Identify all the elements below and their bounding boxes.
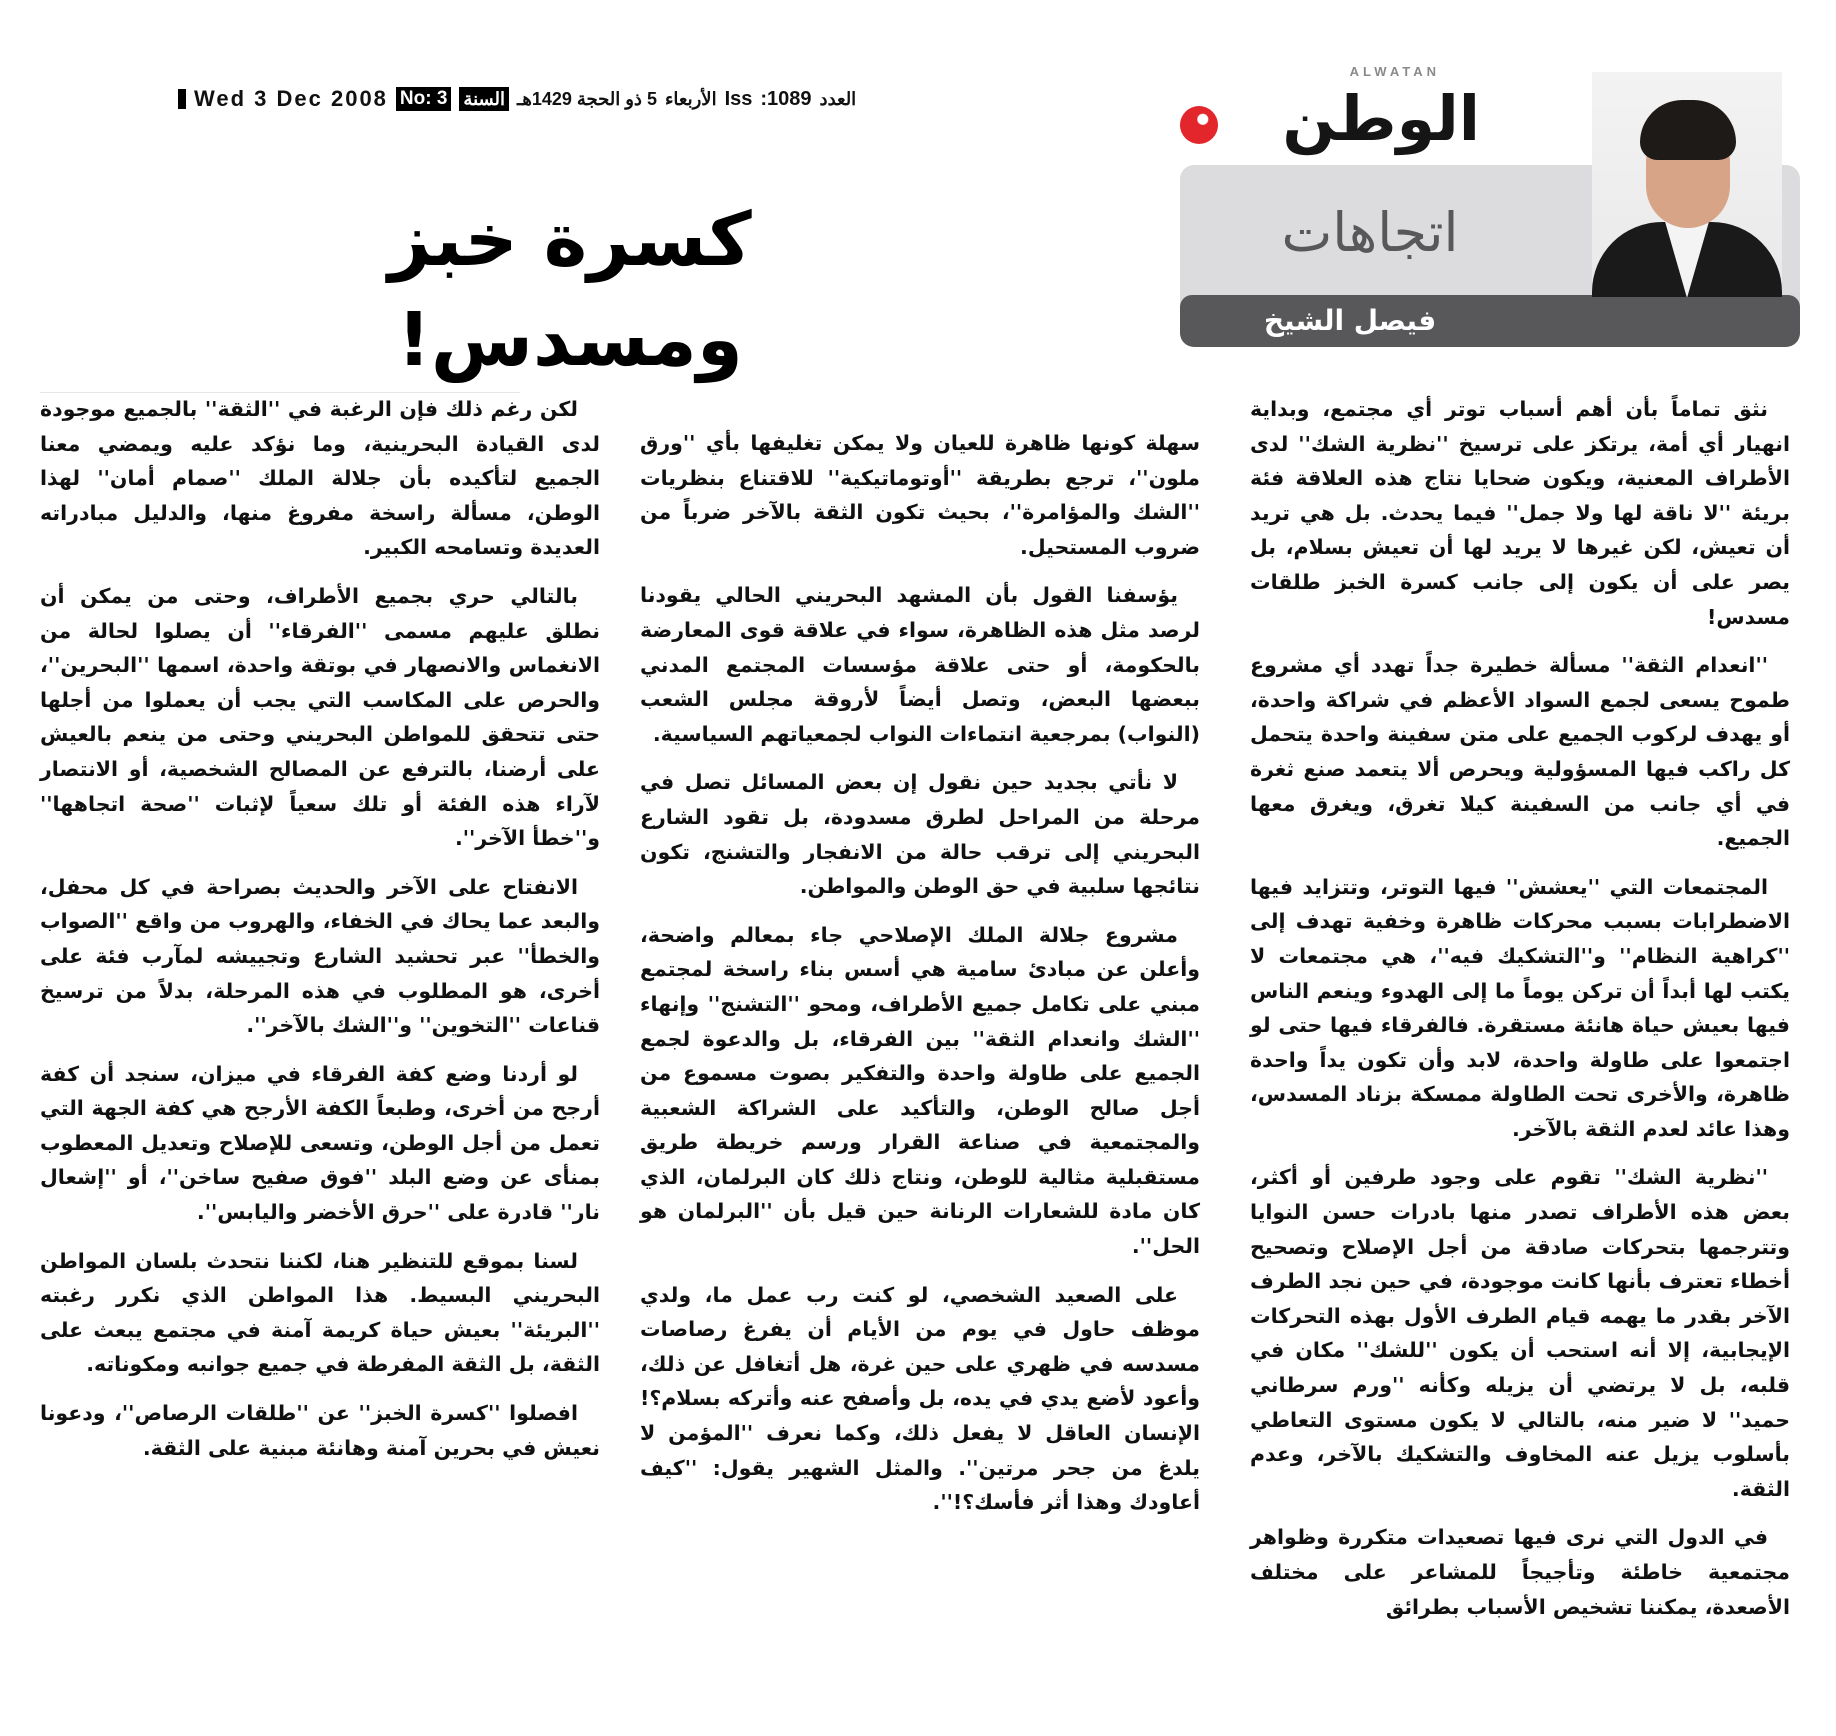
- year-label: السنة: [459, 87, 509, 111]
- paragraph: لكن رغم ذلك فإن الرغبة في ''الثقة'' بالجميع موجودة لدى القيادة البحرينية، وما نؤكد عليه ويمضي معنا الجميع لتأكيده بأن جلالة الملك ''صمام أمان'' لهذا الوطن، مسألة راسخة مفروغ منها، والدليل مبادراته العديدة وتسامحه الكبير.: [40, 397, 600, 560]
- logo-latin: ALWATAN: [1349, 64, 1440, 79]
- paragraph: المجتمعات التي ''يعشش'' فيها التوتر، وتتزايد فيها الاضطرابات بسبب محركات ظاهرة وخفية تهدف إلى ''كراهية النظام'' و''التشكيك فيه''، هي مجتمعات لا يكتب لها أبداً أن تركن يوماً ما إلى الهدوء وينعم الناس فيها بعيش حياة هانئة مستقرة. فالفرقاء فيها حتى لو اجتمعوا على طاولة واحدة، لابد وأن تكون يداً واحدة ظاهرة، والأخرى تحت الطاولة ممسكة بزناد المسدس، وهذا عائد لعدم الثقة بالآخر.: [1250, 874, 1790, 1141]
- paragraph: افصلوا ''كسرة الخبز'' عن ''طلقات الرصاص''، ودعونا نعيش في بحرين آمنة وهانئة مبنية على الثقة.: [40, 1401, 600, 1460]
- photo-hair: [1640, 100, 1736, 160]
- logo-red-circle-icon: [1180, 106, 1218, 144]
- paragraph: لسنا بموقع للتنظير هنا، لكننا نتحدث بلسان المواطن البحريني البسيط. هذا المواطن الذي نكرر رغبته ''البريئة'' بعيش حياة كريمة آمنة في مجتمع يبعث على الثقة، بل الثقة المفرطة في جميع جوانبه ومكوناته.: [40, 1248, 600, 1377]
- gregorian-date: Wed 3 Dec 2008: [194, 86, 388, 111]
- author-photo: [1592, 72, 1782, 297]
- author-bar: [1180, 295, 1800, 347]
- paragraph: لو أردنا وضع كفة الفرقاء في ميزان، سنجد أن كفة أرجح من أخرى، وطبعاً الكفة الأرجح هي كفة الجهة التي تعمل من أجل الوطن، وتسعى للإصلاح وتعديل المعطوب بمنأى عن وضع البلد ''فوق صفيح ساخن''، أو ''إشعال نار'' قادرة على ''حرق الأخضر واليابس''.: [40, 1061, 600, 1225]
- issue-label: العدد: [819, 88, 857, 109]
- paragraph: ''انعدام الثقة'' مسألة خطيرة جداً تهدد أي مشروع طموح يسعى لجمع السواد الأعظم في شراكة واحدة، أو يهدف لركوب الجميع على متن سفينة واحدة يتحمل كل راكب فيها المسؤولية ويحرص ألا يتعمد صنع ثغرة في أي جانب من السفينة كيلا تغرق، ويغرق معها الجميع.: [1250, 653, 1790, 851]
- issue-number: :1089: [760, 87, 812, 110]
- issue-label-en: Iss: [724, 87, 753, 110]
- paragraph: على الصعيد الشخصي، لو كنت رب عمل ما، ولدي موظف حاول في يوم من الأيام أن يفرغ رصاصات مسدسه في ظهري على حين غرة، هل أتغافل عن ذلك، وأعود لأضع يدي في يده، بل وأصفح عنه وأتركه بسلام؟! الإنسان العاقل لا يفعل ذلك، وكما نعرف ''المؤمن لا يلدغ من جحر مرتين''. والمثل الشهير يقول: ''كيف أعاودك وهذا أثر فأسك؟!''.: [640, 1282, 1200, 1515]
- paragraph: نثق تماماً بأن أهم أسباب توتر أي مجتمع، وبداية انهيار أي أمة، يرتكز على ترسيخ ''نظرية الشك'' لدى الأطراف المعنية، ويكون ضحايا نتاج هذه العلاقة فئة بريئة ''لا ناقة لها ولا جمل'' فيما يحدث. بل هي تريد أن تعيش، لكن غيرها لا يريد لها أن تعيش بسلام، بل يصر على أن يكون إلى جانب كسرة الخبز طلقات مسدس!: [1250, 397, 1790, 629]
- paragraph: بالتالي حري بجميع الأطراف، وحتى من يمكن أن نطلق عليهم مسمى ''الفرقاء'' أن يصلوا لحالة من الانغماس والانصهار في بوتقة واحدة، اسمها ''البحرين''، والحرص على المكاسب التي يجب أن يعملوا من أجلها حتى تتحقق للمواطن البحريني وحتى من ينعم بالعيش على أرضنا، بالترفع عن المصالح الشخصية، أو الانتصار لآراء هذه الفئة أو تلك سعياً لإثبات ''صحة اتجاهها'' و''خطأ الآخر''.: [40, 583, 600, 851]
- paragraph: سهلة كونها ظاهرة للعيان ولا يمكن تغليفها بأي ''ورق ملون''، ترجع بطريقة ''أوتوماتيكية'' للاقتناع بنظريات ''الشك والمؤامرة''، بحيث تكون الثقة بالآخر ضرباً من ضروب المستحيل.: [640, 431, 1200, 559]
- article-column-2: [640, 426, 1200, 1534]
- year-number: No: 3: [396, 87, 452, 111]
- weekday: الأربعاء: [664, 88, 717, 109]
- paragraph: الانفتاح على الآخر والحديث بصراحة في كل محفل، والبعد عما يحاك في الخفاء، والهروب من واقع ''الصواب والخطأ'' عبر تحشيد الشارع وتجييشه لمآرب فئة على أخرى، هو المطلوب في هذه المرحلة، بدلاً من ترسيخ قناعات ''التخوين'' و''الشك بالآخر''.: [40, 874, 600, 1038]
- logo-text-stack: [1228, 64, 1480, 158]
- author-name: فيصل الشيخ: [1263, 304, 1437, 337]
- paragraph: لا نأتي بجديد حين نقول إن بعض المسائل تصل في مرحلة من المراحل لطرق مسدودة، بل تقود الشارع البحريني إلى ترقب حالة من الانفجار والتشنج، تكون نتائجها سلبية في حق الوطن والمواطن.: [640, 770, 1200, 899]
- dateline-marker: [178, 89, 186, 109]
- hijri-date: 5 ذو الحجة 1429هـ: [517, 88, 657, 109]
- article-column-1: [1250, 392, 1790, 1638]
- newspaper-logo[interactable]: [1180, 58, 1480, 158]
- article-headline: كسرة خبز ومسدس!: [388, 197, 752, 383]
- paragraph: يؤسفنا القول بأن المشهد البحريني الحالي يقودنا لرصد مثل هذه الظاهرة، سواء في علاقة قوى المعارضة بالحكومة، أو حتى علاقة مؤسسات المجتمع المدني ببعضها البعض، وتصل أيضاً لأروقة مجلس الشعب (النواب) بمرجعية انتماءات النواب لجمعياتهم السياسية.: [640, 583, 1200, 746]
- paragraph: في الدول التي نرى فيها تصعيدات متكررة وظواهر مجتمعية خاطئة وتأجيجاً للمشاعر على مختلف الأصعدة، يمكننا تشخيص الأسباب بطرائق: [1250, 1525, 1790, 1619]
- dateline: [178, 84, 978, 114]
- paragraph: ''نظرية الشك'' تقوم على وجود طرفين أو أكثر، بعض هذه الأطراف تصدر منها بادرات حسن النوايا وتترجمها بتحركات صادقة من أجل الإصلاح وتصحيح أخطاء تعترف بأنها كانت موجودة، في حين نجد الطرف الآخر بقدر ما يهمه قيام الطرف الأول بهذه التحركات الإيجابية، إلا أنه استحب أن يكون ''للشك'' مكان في قلبه، بل لا يرتضي أن يزيله وكأنه ''ورم سرطاني حميد'' لا ضير منه، بالتالي لا يكون مستوى التعاطي بأسلوب يزيل عنه المخاوف والتشكيك بالآخر، وعدم الثقة.: [1250, 1165, 1790, 1501]
- paragraph: مشروع جلالة الملك الإصلاحي جاء بمعالم واضحة، وأعلن عن مبادئ سامية هي أسس بناء راسخة لمجتمع مبني على تكامل جميع الأطراف، ومحو ''التشنج'' وإنهاء ''الشك وانعدام الثقة'' بين الفرقاء، بل والدعوة لجمع الجميع على طاولة واحدة والتفكير بصوت مسموع من أجل صالح الوطن، والتأكيد على الشراكة الشعبية والمجتمعية في صناعة القرار ورسم خريطة طريق مستقبلية مثالية للوطن، ونتاج ذلك كان البرلمان، الذي كان مادة للشعارات الرنانة حين قيل بأن ''البرلمان هو الحل''.: [640, 922, 1200, 1259]
- article-column-3: [40, 392, 600, 1479]
- logo-arabic: الوطن: [1282, 82, 1480, 155]
- column-section-title: اتجاهات: [1281, 201, 1459, 264]
